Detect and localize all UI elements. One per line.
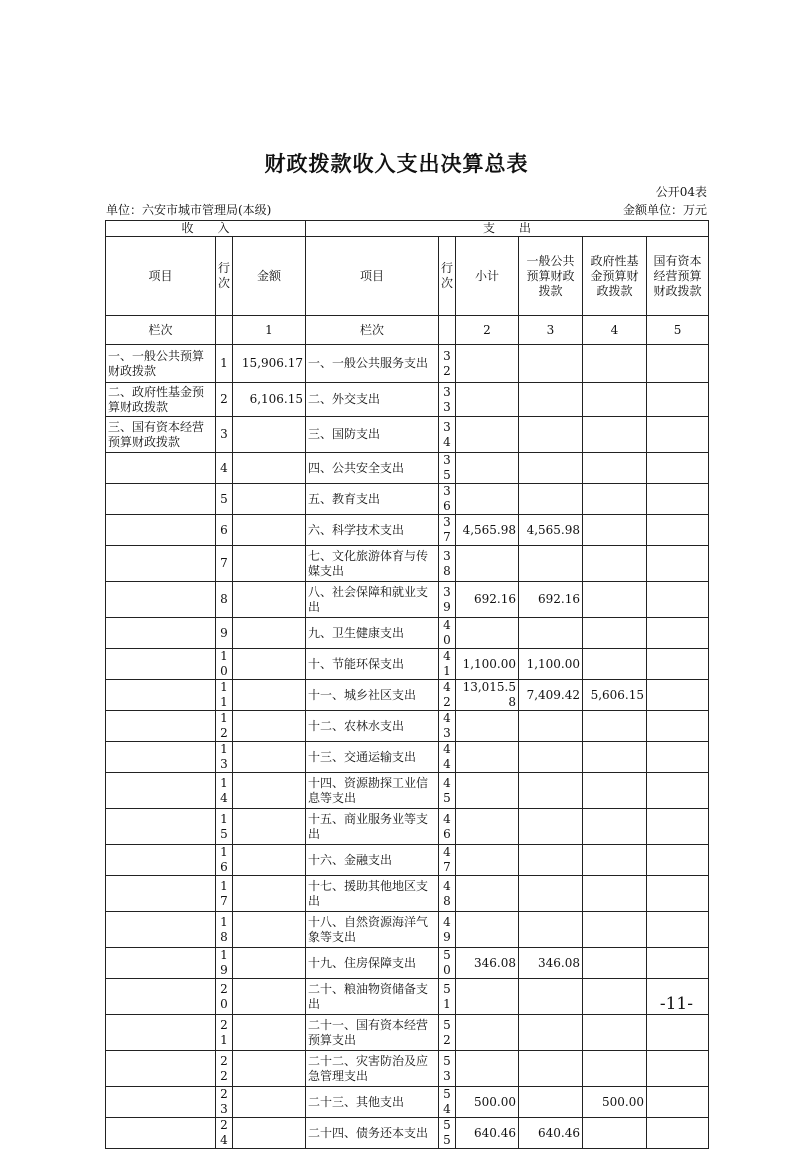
income-amount bbox=[233, 845, 306, 876]
income-row-no: 3 bbox=[216, 417, 233, 453]
fund-budget-cell: 500.00 bbox=[583, 1087, 647, 1118]
table-row bbox=[106, 484, 709, 515]
subtotal-cell bbox=[456, 453, 519, 484]
fund-budget-cell bbox=[583, 979, 647, 1015]
income-item bbox=[106, 809, 216, 845]
expense-item: 十三、交通运输支出 bbox=[306, 742, 439, 773]
income-row-no: 7 bbox=[216, 546, 233, 582]
subtotal-cell bbox=[456, 345, 519, 383]
fund-budget-header: 政府性基金预算财政拨款 bbox=[583, 237, 647, 316]
income-item bbox=[106, 979, 216, 1015]
fund-budget-cell bbox=[583, 948, 647, 979]
subtotal-cell bbox=[456, 618, 519, 649]
column-header-row bbox=[106, 237, 709, 316]
subtotal-cell: 1,100.00 bbox=[456, 649, 519, 680]
expense-row-no: 39 bbox=[439, 582, 456, 618]
fund-budget-cell bbox=[583, 742, 647, 773]
subtotal-cell bbox=[456, 809, 519, 845]
income-item bbox=[106, 742, 216, 773]
income-row-no: 8 bbox=[216, 582, 233, 618]
subtotal-header: 小计 bbox=[456, 237, 519, 316]
income-row-no: 24 bbox=[216, 1118, 233, 1149]
form-number: 公开04表 bbox=[655, 185, 707, 199]
income-item bbox=[106, 649, 216, 680]
state-capital-cell bbox=[647, 582, 709, 618]
income-row-no: 15 bbox=[216, 809, 233, 845]
general-budget-cell bbox=[519, 979, 583, 1015]
state-capital-cell bbox=[647, 845, 709, 876]
income-item bbox=[106, 1087, 216, 1118]
income-amount bbox=[233, 876, 306, 912]
state-capital-cell bbox=[647, 809, 709, 845]
table-row bbox=[106, 912, 709, 948]
fund-budget-cell bbox=[583, 773, 647, 809]
income-row-no: 5 bbox=[216, 484, 233, 515]
income-item bbox=[106, 912, 216, 948]
reporting-unit: 单位：六安市城市管理局(本级) bbox=[106, 203, 272, 217]
expense-item: 二、外交支出 bbox=[306, 383, 439, 417]
table-row bbox=[106, 345, 709, 383]
state-capital-cell bbox=[647, 1118, 709, 1149]
general-budget-cell bbox=[519, 845, 583, 876]
expense-item: 二十四、债务还本支出 bbox=[306, 1118, 439, 1149]
subtotal-cell bbox=[456, 876, 519, 912]
income-row-no: 22 bbox=[216, 1051, 233, 1087]
subtotal-cell bbox=[456, 773, 519, 809]
state-capital-cell bbox=[647, 742, 709, 773]
fund-budget-cell bbox=[583, 582, 647, 618]
table-row bbox=[106, 649, 709, 680]
income-row-no: 6 bbox=[216, 515, 233, 546]
expense-row-no: 35 bbox=[439, 453, 456, 484]
table-row bbox=[106, 742, 709, 773]
income-row-no: 18 bbox=[216, 912, 233, 948]
expense-item: 七、文化旅游体育与传媒支出 bbox=[306, 546, 439, 582]
state-capital-cell bbox=[647, 484, 709, 515]
expense-item: 十四、资源勘探工业信息等支出 bbox=[306, 773, 439, 809]
expense-item: 八、社会保障和就业支出 bbox=[306, 582, 439, 618]
state-capital-cell bbox=[647, 948, 709, 979]
expense-item: 四、公共安全支出 bbox=[306, 453, 439, 484]
income-amount bbox=[233, 742, 306, 773]
state-capital-cell bbox=[647, 680, 709, 711]
expense-row-no: 48 bbox=[439, 876, 456, 912]
general-budget-cell bbox=[519, 618, 583, 649]
general-budget-cell: 692.16 bbox=[519, 582, 583, 618]
expense-row-no-header: 行次 bbox=[439, 237, 456, 316]
general-budget-cell: 4,565.98 bbox=[519, 515, 583, 546]
income-amount: 15,906.17 bbox=[233, 345, 306, 383]
table-row bbox=[106, 453, 709, 484]
income-amount bbox=[233, 1015, 306, 1051]
income-amount bbox=[233, 417, 306, 453]
income-amount bbox=[233, 582, 306, 618]
expense-item: 二十一、国有资本经营预算支出 bbox=[306, 1015, 439, 1051]
expense-row-no: 46 bbox=[439, 809, 456, 845]
expense-item: 六、科学技术支出 bbox=[306, 515, 439, 546]
state-capital-cell bbox=[647, 345, 709, 383]
income-row-no: 13 bbox=[216, 742, 233, 773]
income-item bbox=[106, 680, 216, 711]
fund-budget-cell bbox=[583, 383, 647, 417]
income-amount: 6,106.15 bbox=[233, 383, 306, 417]
income-item bbox=[106, 582, 216, 618]
income-amount bbox=[233, 809, 306, 845]
general-budget-cell bbox=[519, 711, 583, 742]
general-budget-cell bbox=[519, 809, 583, 845]
table-row bbox=[106, 845, 709, 876]
expense-row-no: 54 bbox=[439, 1087, 456, 1118]
state-capital-cell bbox=[647, 649, 709, 680]
state-capital-cell bbox=[647, 773, 709, 809]
income-amount bbox=[233, 711, 306, 742]
subtotal-cell: 4,565.98 bbox=[456, 515, 519, 546]
index-col-2: 2 bbox=[456, 316, 519, 345]
expense-item: 十七、援助其他地区支出 bbox=[306, 876, 439, 912]
general-budget-cell bbox=[519, 1087, 583, 1118]
state-capital-cell bbox=[647, 515, 709, 546]
fund-budget-cell bbox=[583, 1051, 647, 1087]
fund-budget-cell bbox=[583, 649, 647, 680]
index-label-right: 栏次 bbox=[306, 316, 439, 345]
income-amount bbox=[233, 1118, 306, 1149]
table-row bbox=[106, 979, 709, 1015]
expense-item: 十五、商业服务业等支出 bbox=[306, 809, 439, 845]
expense-row-no: 51 bbox=[439, 979, 456, 1015]
state-capital-cell bbox=[647, 618, 709, 649]
subtotal-cell bbox=[456, 979, 519, 1015]
table-row bbox=[106, 809, 709, 845]
income-row-no: 14 bbox=[216, 773, 233, 809]
state-capital-cell bbox=[647, 546, 709, 582]
expense-row-no: 55 bbox=[439, 1118, 456, 1149]
general-budget-cell: 1,100.00 bbox=[519, 649, 583, 680]
table-row bbox=[106, 1087, 709, 1118]
subtotal-cell bbox=[456, 1051, 519, 1087]
expense-row-no: 40 bbox=[439, 618, 456, 649]
general-budget-cell bbox=[519, 1051, 583, 1087]
expense-row-no: 42 bbox=[439, 680, 456, 711]
fund-budget-cell bbox=[583, 345, 647, 383]
expense-item: 十二、农林水支出 bbox=[306, 711, 439, 742]
expense-row-no: 38 bbox=[439, 546, 456, 582]
expense-item: 五、教育支出 bbox=[306, 484, 439, 515]
income-amount bbox=[233, 979, 306, 1015]
income-item bbox=[106, 1015, 216, 1051]
table-row bbox=[106, 773, 709, 809]
fund-budget-cell bbox=[583, 912, 647, 948]
table-row bbox=[106, 383, 709, 417]
expense-row-no: 34 bbox=[439, 417, 456, 453]
expense-row-no: 37 bbox=[439, 515, 456, 546]
income-item bbox=[106, 1051, 216, 1087]
table-row bbox=[106, 680, 709, 711]
income-amount bbox=[233, 773, 306, 809]
general-budget-cell: 7,409.42 bbox=[519, 680, 583, 711]
expense-row-no: 41 bbox=[439, 649, 456, 680]
income-section-header: 收 入 bbox=[106, 221, 306, 237]
fund-budget-cell bbox=[583, 417, 647, 453]
index-col-4: 4 bbox=[583, 316, 647, 345]
income-amount bbox=[233, 453, 306, 484]
income-row-no: 17 bbox=[216, 876, 233, 912]
table-row bbox=[106, 546, 709, 582]
expense-row-no: 44 bbox=[439, 742, 456, 773]
general-budget-cell bbox=[519, 912, 583, 948]
general-budget-cell bbox=[519, 742, 583, 773]
table-row bbox=[106, 1051, 709, 1087]
general-budget-header: 一般公共预算财政拨款 bbox=[519, 237, 583, 316]
income-item bbox=[106, 948, 216, 979]
income-item bbox=[106, 773, 216, 809]
income-item bbox=[106, 618, 216, 649]
expense-item: 十九、住房保障支出 bbox=[306, 948, 439, 979]
fund-budget-cell bbox=[583, 711, 647, 742]
fund-budget-cell bbox=[583, 453, 647, 484]
general-budget-cell bbox=[519, 345, 583, 383]
general-budget-cell: 640.46 bbox=[519, 1118, 583, 1149]
income-amount bbox=[233, 948, 306, 979]
subtotal-cell: 13,015.58 bbox=[456, 680, 519, 711]
income-item bbox=[106, 546, 216, 582]
amount-unit: 金额单位：万元 bbox=[622, 203, 707, 217]
income-row-no-header: 行次 bbox=[216, 237, 233, 316]
income-amount bbox=[233, 912, 306, 948]
expense-row-no: 32 bbox=[439, 345, 456, 383]
income-row-no: 4 bbox=[216, 453, 233, 484]
expense-row-no: 36 bbox=[439, 484, 456, 515]
subtotal-cell bbox=[456, 742, 519, 773]
column-index-row bbox=[106, 316, 709, 345]
income-amount bbox=[233, 546, 306, 582]
income-item: 三、国有资本经营预算财政拨款 bbox=[106, 417, 216, 453]
expense-row-no: 50 bbox=[439, 948, 456, 979]
state-capital-cell bbox=[647, 383, 709, 417]
index-col-3: 3 bbox=[519, 316, 583, 345]
state-capital-cell bbox=[647, 711, 709, 742]
subtotal-cell bbox=[456, 484, 519, 515]
subtotal-cell bbox=[456, 845, 519, 876]
table-row bbox=[106, 711, 709, 742]
income-row-no: 12 bbox=[216, 711, 233, 742]
table-row bbox=[106, 618, 709, 649]
income-item bbox=[106, 484, 216, 515]
subtotal-cell bbox=[456, 383, 519, 417]
index-blank bbox=[439, 316, 456, 345]
income-row-no: 10 bbox=[216, 649, 233, 680]
expense-item: 九、卫生健康支出 bbox=[306, 618, 439, 649]
expense-item: 三、国防支出 bbox=[306, 417, 439, 453]
fund-budget-cell bbox=[583, 1118, 647, 1149]
subtotal-cell bbox=[456, 711, 519, 742]
income-item: 一、一般公共预算财政拨款 bbox=[106, 345, 216, 383]
state-capital-cell bbox=[647, 912, 709, 948]
income-row-no: 1 bbox=[216, 345, 233, 383]
expense-item: 十六、金融支出 bbox=[306, 845, 439, 876]
income-row-no: 11 bbox=[216, 680, 233, 711]
subtotal-cell: 692.16 bbox=[456, 582, 519, 618]
income-item bbox=[106, 711, 216, 742]
subtotal-cell bbox=[456, 912, 519, 948]
income-row-no: 23 bbox=[216, 1087, 233, 1118]
subtotal-cell: 640.46 bbox=[456, 1118, 519, 1149]
income-row-no: 9 bbox=[216, 618, 233, 649]
table-row bbox=[106, 582, 709, 618]
income-amount bbox=[233, 484, 306, 515]
page-title: 财政拨款收入支出决算总表 bbox=[264, 151, 529, 176]
expense-item: 十八、自然资源海洋气象等支出 bbox=[306, 912, 439, 948]
income-amount bbox=[233, 649, 306, 680]
income-item bbox=[106, 1118, 216, 1149]
fund-budget-cell bbox=[583, 484, 647, 515]
subtotal-cell: 346.08 bbox=[456, 948, 519, 979]
table-row bbox=[106, 1118, 709, 1149]
fund-budget-cell bbox=[583, 515, 647, 546]
expense-item-header: 项目 bbox=[306, 237, 439, 316]
income-amount bbox=[233, 1051, 306, 1087]
income-amount-header: 金额 bbox=[233, 237, 306, 316]
general-budget-cell: 346.08 bbox=[519, 948, 583, 979]
table-row bbox=[106, 417, 709, 453]
expense-item: 二十、粮油物资储备支出 bbox=[306, 979, 439, 1015]
subtotal-cell bbox=[456, 1015, 519, 1051]
income-row-no: 21 bbox=[216, 1015, 233, 1051]
general-budget-cell bbox=[519, 453, 583, 484]
fund-budget-cell bbox=[583, 546, 647, 582]
income-row-no: 20 bbox=[216, 979, 233, 1015]
income-amount bbox=[233, 680, 306, 711]
fund-budget-cell bbox=[583, 876, 647, 912]
income-item bbox=[106, 845, 216, 876]
expense-row-no: 52 bbox=[439, 1015, 456, 1051]
expense-section-header: 支 出 bbox=[306, 221, 709, 237]
income-row-no: 16 bbox=[216, 845, 233, 876]
income-item bbox=[106, 453, 216, 484]
fund-budget-cell bbox=[583, 618, 647, 649]
income-item: 二、政府性基金预算财政拨款 bbox=[106, 383, 216, 417]
subtotal-cell bbox=[456, 417, 519, 453]
index-col-1: 1 bbox=[233, 316, 306, 345]
state-capital-cell bbox=[647, 453, 709, 484]
income-amount bbox=[233, 618, 306, 649]
index-blank bbox=[216, 316, 233, 345]
expense-row-no: 33 bbox=[439, 383, 456, 417]
index-col-5: 5 bbox=[647, 316, 709, 345]
expense-row-no: 45 bbox=[439, 773, 456, 809]
expense-row-no: 49 bbox=[439, 912, 456, 948]
expense-row-no: 47 bbox=[439, 845, 456, 876]
general-budget-cell bbox=[519, 383, 583, 417]
state-capital-cell bbox=[647, 1087, 709, 1118]
income-row-no: 2 bbox=[216, 383, 233, 417]
index-label-left: 栏次 bbox=[106, 316, 216, 345]
expense-row-no: 43 bbox=[439, 711, 456, 742]
table-row bbox=[106, 876, 709, 912]
general-budget-cell bbox=[519, 773, 583, 809]
subtotal-cell: 500.00 bbox=[456, 1087, 519, 1118]
general-budget-cell bbox=[519, 876, 583, 912]
fund-budget-cell bbox=[583, 1015, 647, 1051]
section-header-row bbox=[106, 221, 709, 237]
fund-budget-cell bbox=[583, 809, 647, 845]
state-capital-cell bbox=[647, 876, 709, 912]
fund-budget-cell: 5,606.15 bbox=[583, 680, 647, 711]
table-row bbox=[106, 1015, 709, 1051]
table-row bbox=[106, 948, 709, 979]
general-budget-cell bbox=[519, 484, 583, 515]
income-item bbox=[106, 515, 216, 546]
general-budget-cell bbox=[519, 546, 583, 582]
expense-item: 十一、城乡社区支出 bbox=[306, 680, 439, 711]
income-item-header: 项目 bbox=[106, 237, 216, 316]
income-row-no: 19 bbox=[216, 948, 233, 979]
budget-table bbox=[105, 220, 709, 1149]
income-item bbox=[106, 876, 216, 912]
income-amount bbox=[233, 1087, 306, 1118]
state-capital-budget-header: 国有资本经营预算财政拨款 bbox=[647, 237, 709, 316]
general-budget-cell bbox=[519, 1015, 583, 1051]
expense-item: 一、一般公共服务支出 bbox=[306, 345, 439, 383]
expense-item: 二十二、灾害防治及应急管理支出 bbox=[306, 1051, 439, 1087]
fund-budget-cell bbox=[583, 845, 647, 876]
income-amount bbox=[233, 515, 306, 546]
subtotal-cell bbox=[456, 546, 519, 582]
expense-item: 十、节能环保支出 bbox=[306, 649, 439, 680]
state-capital-cell bbox=[647, 1051, 709, 1087]
state-capital-cell bbox=[647, 417, 709, 453]
expense-item: 二十三、其他支出 bbox=[306, 1087, 439, 1118]
table-row bbox=[106, 515, 709, 546]
page-number: -11- bbox=[659, 994, 693, 1014]
expense-row-no: 53 bbox=[439, 1051, 456, 1087]
general-budget-cell bbox=[519, 417, 583, 453]
state-capital-cell bbox=[647, 1015, 709, 1051]
